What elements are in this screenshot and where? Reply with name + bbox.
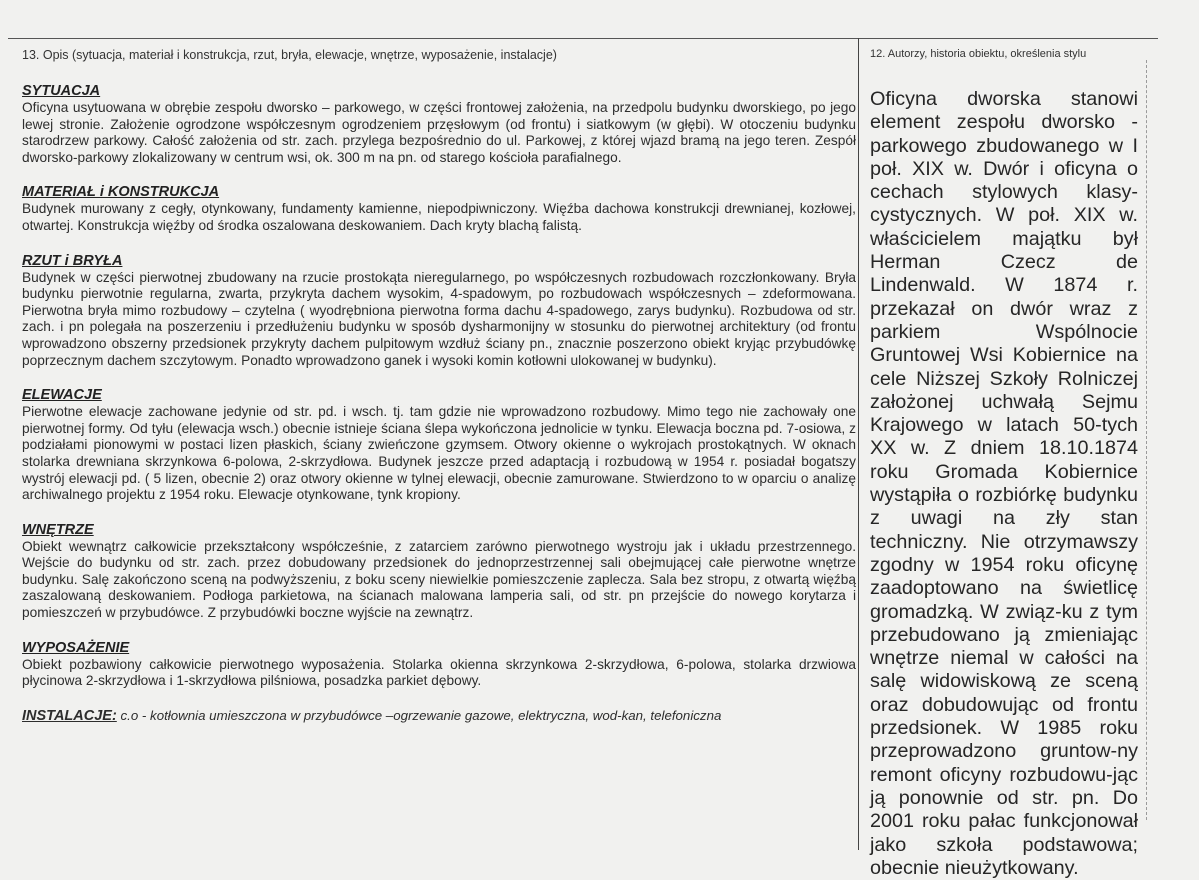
- section-installations: [22, 707, 856, 725]
- section-situation: [22, 82, 856, 166]
- field-12-header: 12. Autorzy, historia obiektu, określenia stylu: [870, 48, 1087, 60]
- top-border-line: [8, 38, 1158, 39]
- section-body: Oficyna usytuowana w obrębie zespołu dworsko – parkowego, w części frontowej założenia, na przedpolu budynku dworskiego, po jego lewej stronie. Założenie ogrodzone współczesnym ogrodzeniem przęsłowym (od frontu) i siatkowym (w głębi). W otoczeniu budynku starodrzew parkowy. Całość założenia od str. zach. przylega bezpośrednio do ul. Parkowej, z której wjazd bramą na jego teren. Zespół dworsko-parkowy zlokalizowany w centrum wsi, ok. 300 m na pn. od starego kościoła parafialnego.: [22, 100, 856, 165]
- section-plan-form: [22, 252, 856, 370]
- section-interior: [22, 521, 856, 622]
- section-title: RZUT i BRYŁA: [22, 252, 123, 269]
- section-title: ELEWACJE: [22, 387, 102, 404]
- section-title: MATERIAŁ i KONSTRUKCJA: [22, 184, 220, 201]
- section-title: WNĘTRZE: [22, 521, 94, 538]
- installations-label: INSTALACJE:: [22, 707, 117, 724]
- installations-text: c.o - kotłownia umieszczona w przybudówce –ogrzewanie gazowe, elektryczna, wod-kan, telefoniczna: [116, 707, 722, 723]
- column-divider: [858, 38, 859, 850]
- history-column: [870, 48, 1148, 880]
- section-elevations: [22, 386, 856, 504]
- section-title: SYTUACJA: [22, 83, 101, 99]
- history-text: Oficyna dworska stanowi element zespołu dworsko - parkowego zbudowanego w I poł. XIX w. Dwór i oficyna o cechach stylowych klasy-cystycznych. W poł. XIX w. właścicielem majątku był Herman Czecz de Lindenwald. W 1874 r. przekazał on dwór wraz z parkiem Wspólnocie Gruntowej Wsi Kobiernice na cele Niższej Szkoły Rolniczej założonej uchwałą Sejmu Krajowego w latach 50-tych XX w. Z dniem 18.10.1874 roku Gromada Kobiernice wystąpiła o rozbiórkę budynku z uwagi na zły stan techniczny. Nie otrzymawszy zgodny w 1954 roku oficynę zaadoptowano na świetlicę gromadzką. W związ-ku z tym przebudowano ją zmieniając wnętrze niemal w całości na salę widowiskową ze sceną oraz dobudowując od frontu przedsionek. W 1985 roku przeprowadzono gruntow-ny remont oficyny rozbudowu-jąc ją ponownie od str. pn. Do 2001 roku pałac funkcjonował jako szkoła podstawowa; obecnie nieużytkowany.: [870, 88, 1138, 879]
- section-equipment: [22, 639, 856, 690]
- section-body: Obiekt wewnątrz całkowicie przekształcony współcześnie, z zatarciem zarówno pierwotnego wystroju jak i układu przestrzennego. Wejście do budynku od str. zach. przez dobudowany przedsionek do jednoprzestrzennej sali obejmującej całe pierwotne wnętrze budynku. Salę zakończono sceną na podwyższeniu, z boku sceny niewielkie pomieszczenie zaplecza. Sala bez stropu, z otwartą więźbą zaszalowaną deskowaniem. Podłoga parkietowa, na ścianach malowana lamperia sali, od str. pn przejście do nowego korytarza i pomieszczeń w przybudówce. Z przybudówki boczne wyjście na zewnątrz.: [22, 538, 856, 621]
- section-body: Pierwotne elewacje zachowane jedynie od str. pd. i wsch. tj. tam gdzie nie wprowadzono rozbudowy. Mimo tego nie zachowały one pierwotnej formy. Od tyłu (elewacja wsch.) obecnie istnieje ściana ślepa wykończona jednolicie w tynku. Elewacja boczna pd. 7-osiowa, z podziałami pionowymi w postaci lizen płaskich, ściany zwieńczone gzymsem. Otwory okienne o wykrojach prostokątnych. W oknach stolarka drewniana skrzynkowa 6-polowa, 2-skrzydłowa. Budynek jeszcze przed adaptacją i rozbudową w 1954 r. posiadał bogatszy wystrój elewacji pd. ( 5 lizen, obecnie 2) oraz otwory okienne w tylnej elewacji, obecnie zamurowane. Stwierdzono to w oparciu o analizę archiwalnego projektu z 1954 roku. Elewacje otynkowane, tynk kropiony.: [22, 404, 856, 503]
- section-body: Obiekt pozbawiony całkowicie pierwotnego wyposażenia. Stolarka okienna skrzynkowa 2-skrzydłowa, 6-polowa, stolarka drzwiowa płycinowa 2-skrzydłowa i 1-skrzydłowa pilśniowa, posadzka parkiet dębowy.: [22, 656, 856, 689]
- section-body: Budynek murowany z cegły, otynkowany, fundamenty kamienne, niepodpiwniczony. Więźba dachowa konstrukcji drewnianej, kozłowej, otwartej. Konstrukcja więźby od środka oszalowana deskowaniem. Dach kryty blachą falistą.: [22, 201, 856, 233]
- section-material-construction: [22, 183, 856, 234]
- section-body: Budynek w części pierwotnej zbudowany na rzucie prostokąta nieregularnego, po współczesnych rozbudowach rozczłonkowany. Bryła budynku pierwotnie regularna, zwarta, przykryta dachem wysokim, 4-spadowym, po rozbudowach współczesnych – zdeformowana. Pierwotna bryła mimo rozbudowy – czytelna ( wyodrębniona pierwotna forma dachu 4-spadowego, zarys budynku). Rozbudowa od str. zach. i pn polegała na poszerzeniu i przedłużeniu budynku w sposób dysharmonijny w stosunku do pierwotnej architektury (od frontu wprowadzono obszerny przedsionek przykryty dachem pulpitowym wzdłuż ściany pn., znacznie poszerzono obiekt kryjąc przybudówkę poprzecznym dachem szczytowym. Ponadto wprowadzono ganek i wysoki komin kotłowni ulokowanej w budynku).: [22, 269, 856, 368]
- description-column: [22, 48, 856, 725]
- field-13-header: 13. Opis (sytuacja, materiał i konstrukcja, rzut, bryła, elewacje, wnętrze, wyposażenie, instalacje): [22, 48, 557, 62]
- section-title: WYPOSAŻENIE: [22, 639, 130, 656]
